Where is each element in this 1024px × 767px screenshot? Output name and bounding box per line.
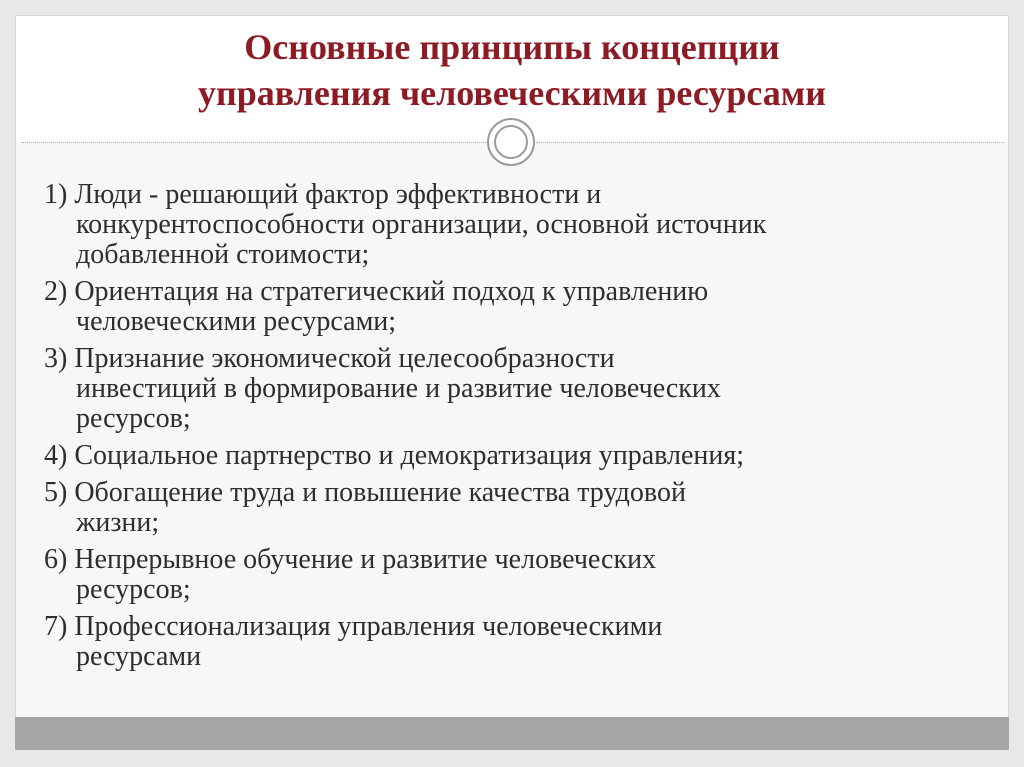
principle-3-line-3: ресурсов;: [76, 403, 191, 434]
principle-2-line-1: 2) Ориентация на стратегический подход к управлению: [44, 276, 709, 307]
principle-3-line-1: 3) Признание экономической целесообразности: [44, 343, 615, 374]
principle-2-line-2: человеческими ресурсами;: [76, 306, 397, 337]
principle-6-line-2: ресурсов;: [76, 574, 191, 605]
slide-title-line-1: Основные принципы концепции: [244, 27, 780, 67]
footer-bar: [15, 717, 1009, 750]
header-divider-left: [22, 142, 488, 143]
principle-item-6: [44, 545, 994, 605]
principle-item-2: [44, 277, 994, 337]
principle-1-line-3: добавленной стоимости;: [76, 239, 370, 270]
principle-7-line-1: 7) Профессионализация управления человеческими: [44, 611, 663, 642]
slide: [15, 15, 1009, 750]
principle-1-line-2: конкурентоспособности организации, основной источник: [76, 209, 767, 240]
principle-3-line-2: инвестиций в формирование и развитие человеческих: [76, 373, 721, 404]
slide-title-line-2: управления человеческими ресурсами: [197, 73, 827, 113]
principle-7-line-2: ресурсами: [76, 641, 202, 672]
principles-list: [44, 180, 994, 679]
principle-4-line-1: 4) Социальное партнерство и демократизация управления;: [44, 440, 745, 471]
principle-item-4: [44, 441, 994, 471]
header-divider-right: [536, 142, 1004, 143]
principle-1-line-1: 1) Люди - решающий фактор эффективности и: [44, 179, 602, 210]
slide-title: [16, 24, 1008, 116]
principle-item-7: [44, 612, 994, 672]
principle-item-5: [44, 478, 994, 538]
principle-6-line-1: 6) Непрерывное обучение и развитие человеческих: [44, 544, 657, 575]
principle-5-line-2: жизни;: [76, 507, 160, 538]
principle-item-3: [44, 344, 994, 434]
principle-item-1: [44, 180, 994, 270]
principle-5-line-1: 5) Обогащение труда и повышение качества трудовой: [44, 477, 686, 508]
circle-ornament-icon: [487, 118, 535, 166]
